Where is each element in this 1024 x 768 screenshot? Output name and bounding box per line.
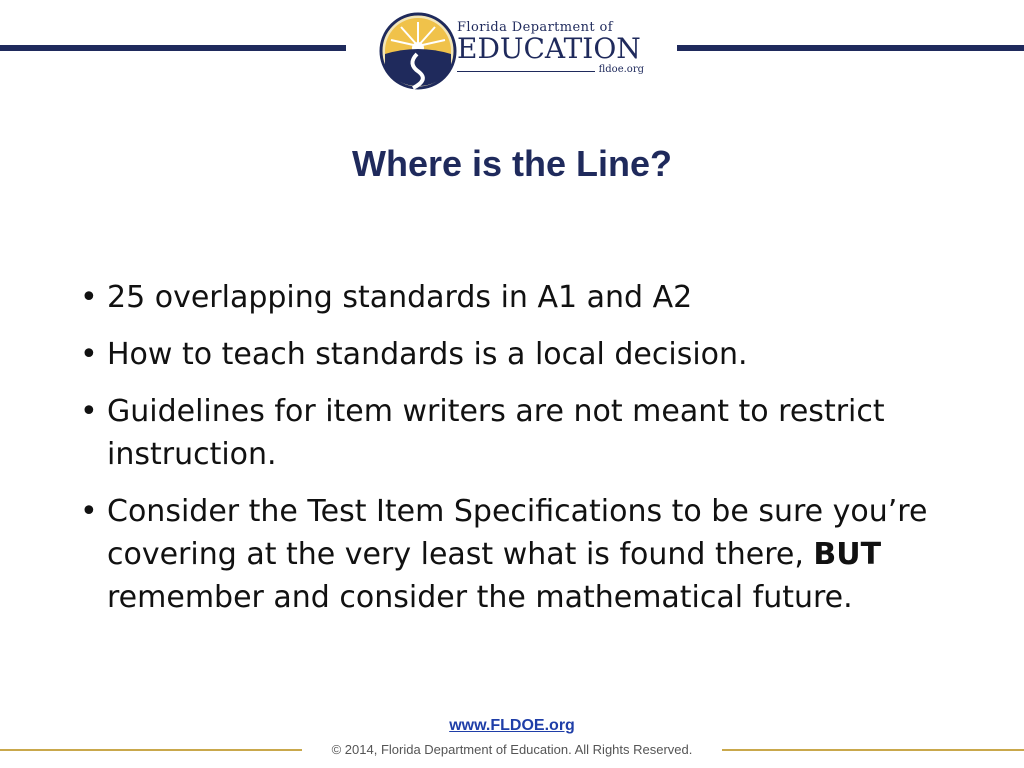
logo-divider (457, 71, 595, 72)
bullet-emphasis: BUT (813, 537, 882, 572)
bullet-item (80, 333, 970, 376)
bullet-text: Guidelines for item writers are not meant to restrict instruction. (107, 394, 885, 472)
bullet-dot: • (80, 494, 98, 529)
bullet-item (80, 390, 970, 476)
bullet-list (80, 276, 970, 633)
footer-website-link[interactable]: www.FLDOE.org (449, 717, 575, 734)
bullet-text: How to teach standards is a local decision. (107, 337, 748, 372)
bullet-item (80, 276, 970, 319)
logo-education-word: EDUCATION (457, 32, 641, 65)
fldoe-logo (379, 10, 649, 92)
header-rule-right (677, 45, 1024, 51)
copyright-notice: © 2014, Florida Department of Education. All Rights Reserved. (331, 742, 693, 757)
bullet-text-post: remember and consider the mathematical future. (107, 580, 853, 615)
header-rule-left (0, 45, 346, 51)
bullet-dot: • (80, 337, 98, 372)
bullet-text: 25 overlapping standards in A1 and A2 (107, 280, 693, 315)
slide-title: Where is the Line? (351, 143, 673, 184)
fldoe-seal-logo-icon (379, 10, 457, 92)
logo-org-line: Florida Department of (457, 20, 613, 35)
bullet-dot: • (80, 280, 98, 315)
bullet-item (80, 490, 970, 619)
bullet-text-pre: Consider the Test Item Specifications to be sure you’re covering at the very least what is found there, (107, 494, 928, 572)
bullet-dot: • (80, 394, 98, 429)
logo-url: fldoe.org (598, 64, 644, 75)
